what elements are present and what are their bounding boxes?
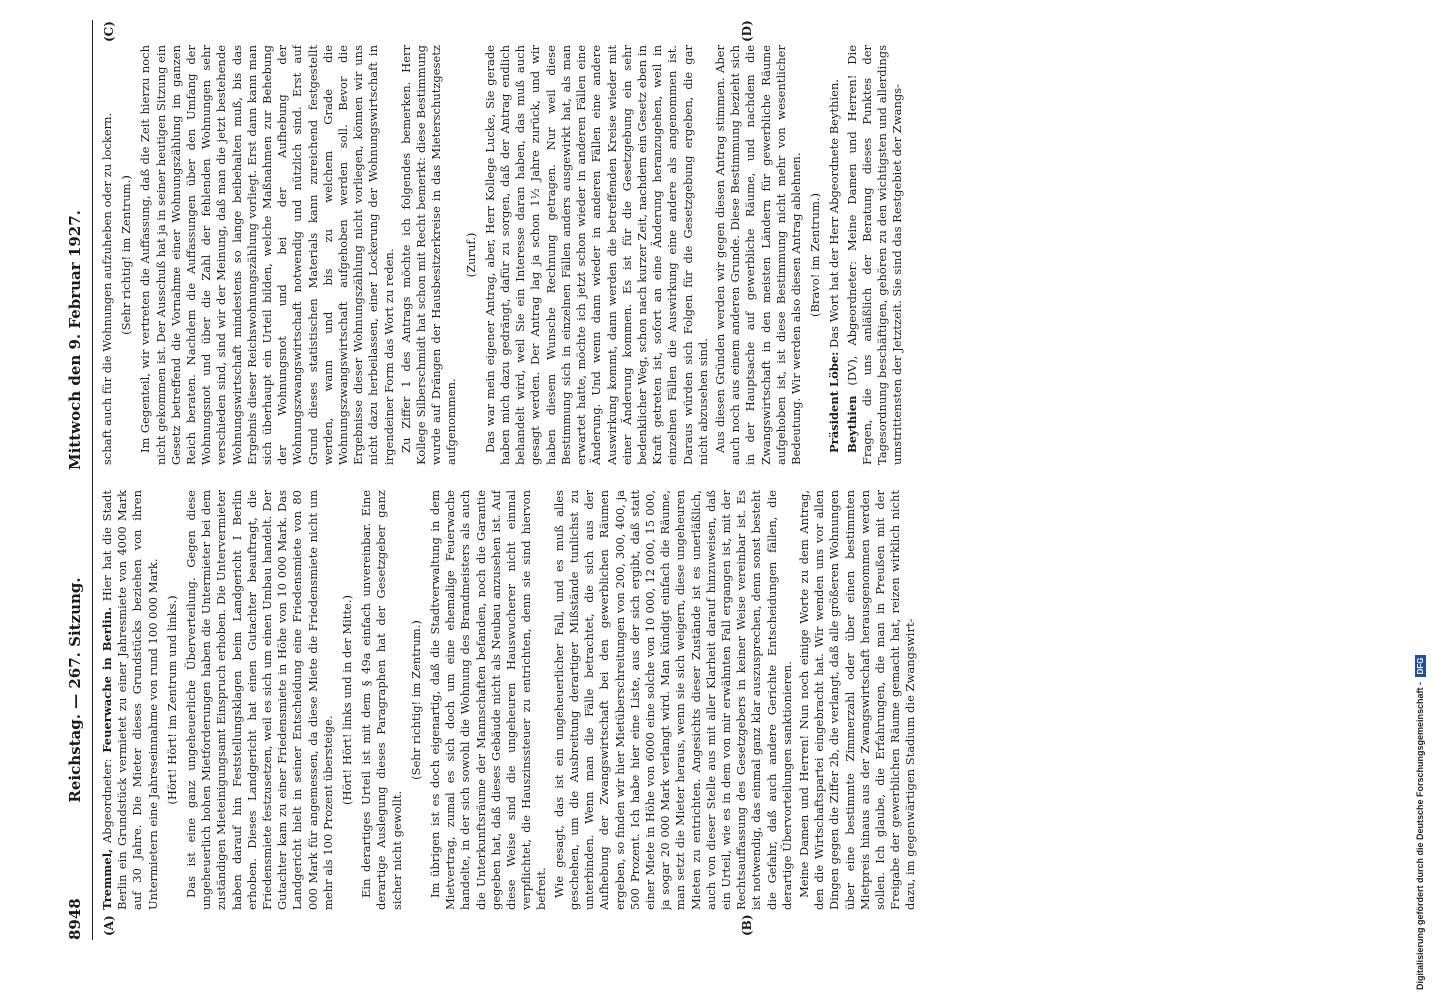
rotated-page bbox=[60, 20, 1400, 940]
paragraph: Aus diesen Gründen werden wir gegen diesen Antrag stimmen. Aber auch noch aus einem anderen Grunde. Diese Bestimmung bezieht sich in der Hauptsache auf gewerbliche Räume, und nachdem die Zwangswirtschaft in den meisten Ländern für gewerbliche Räume aufgehoben ist, ist diese Bestimmung nicht mehr von wesentlicher Bedeutung. Wir werden also diesen Antrag ablehnen. bbox=[712, 45, 803, 465]
speaker-party: (DV), bbox=[844, 355, 859, 386]
paragraph: Wie gesagt, das ist ein ungeheuerlicher Fall, und es muß alles geschehen, um die Ausbreitung derartiger Mißstände tunlichst zu unterbinden. Wenn man die Fälle betrachtet, die sich aus der Aufhebung der Zwangswirtschaft bei den gewerblichen Räumen ergeben, so finden wir hier Mietüberschreitungen von 200, 300, 400, ja 500 Prozent. Ich habe hier eine Liste, aus der sich ergibt, daß statt einer Miete in Höhe von 6000 eine solche von 10 000, 12 000, 15 000, ja sogar 20 000 Mark verlangt wird. Man kündigt einfach die Räume, man setzt die Mieter heraus, wenn sie sich weigern, diese ungeheuren Mieten zu entrichten. Angesichts dieser Zustände ist es unerläßlich, auch von dieser Stelle aus mit aller Klarheit darauf hinzuweisen, daß ein Urteil, wie es in dem von mir erwähnten Fall ergangen ist, mit der Rechtsauffassung des Gesetzgebers in keiner Weise vereinbar ist. Es ist notwendig, das einmal ganz klar auszusprechen, denn sonst besteht die Gefahr, daß auch andere Gerichte Entscheidungen fällen, die derartige Übervorteilungen sanktionieren. bbox=[551, 490, 794, 910]
paragraph: Ein derartiges Urteil ist mit dem § 49a einfach unvereinbar. Eine derartige Auslegung dieses Paragraphen hat der Gesetzgeber ganz sicher nicht gewollt. bbox=[359, 490, 404, 910]
president-name: Präsident Löbe: bbox=[827, 351, 842, 453]
margin-marker-c: (C) bbox=[102, 21, 116, 42]
paragraph: Meine Damen und Herren! Nun noch einige Worte zu dem Antrag, den die Wirtschaftspartei eingebracht hat. Wir wenden uns vor allen Dingen gegen die Ziffer 2b, die verlangt, daß alle größeren Wohnungen über eine bestimmte Zimmerzahl oder über einen bestimmten Mietpreis hinaus aus der Zwangswirtschaft herausgenommen werden sollen. Ich glaube, die Erfahrungen, die man in Preußen mit der Freigabe der gewerblichen Räume gemacht hat, reizen wirklich nicht dazu, im gegenwärtigen Stadium die Zwangswirt- bbox=[796, 490, 918, 910]
funding-text: Digitalisierung gefördert durch die Deutsche Forschungsgemeinschaft - bbox=[1415, 681, 1425, 990]
paragraph-text: Hier hat die Stadt Berlin ein Grundstück vermietet zu einer Jahresmiete von 4000 Mark auf 30 Jahre. Die Mieter dieses Grundstücks beziehen von ihren Untermietern eine Jahreseinnahme von rund 100 000 Mark. bbox=[100, 490, 160, 910]
paragraph: Zu Ziffer 1 des Antrags möchte ich folgendes bemerken. Herr Kollege Silberschmidt hat schon mit Recht bemerkt: diese Bestimmung wurde auf Drängen der Hausbesitzerkreise in das Mieterschutzgesetz aufgenommen. bbox=[398, 45, 459, 465]
paragraph: schaft auch für die Wohnungen aufzuheben oder zu lockern. bbox=[100, 112, 114, 465]
paragraph: Im übrigen ist es doch eigenartig, daß die Stadtverwaltung in dem Mietvertrag, zumal es sich doch um eine ehemalige Feuerwache handelte, in der sich sowohl die Wohnung des Brandmeisters als auch die Unterkunftsräume der Mannschaften befanden, noch die Garantie gegeben hat, daß dieses Gebäude nicht als Neubau anzusehen ist. Auf diese Weise sind die ungeheuren Hauswucherer nicht einmal verpflichtet, die Hauszinssteuer zu entrichten, denn sie sind hiervon befreit. bbox=[428, 490, 549, 910]
paragraph bbox=[827, 45, 842, 465]
paragraph: Im Gegenteil, wir vertreten die Auffassung, daß die Zeit hierzu noch nicht gekommen ist. Der Ausschuß hat ja in seiner heutigen Sitzung ein Gesetz betreffend die Vornahme einer Wohnungszählung im ganzen Reich beraten. Nachdem die Auffassungen über den Umfang der Wohnungsnot und über die Zahl der fehlenden Wohnungen sehr verschieden sind, sind wir der Meinung, daß man die jetzt bestehende Wohnungswirtschaft mindestens so lange beibehalten muß, bis das Ergebnis dieser Reichswohnungszählung vorliegt. Erst dann kann man sich überhaupt ein Urteil bilden, welche Maßnahmen zur Behebung der Wohnungsnot und bei der Aufhebung der Wohnungszwangswirtschaft notwendig und nützlich sind. Erst auf Grund dieses statistischen Materials kann zureichend festgestellt werden, wann und bis zu welchem Grade die Wohnungszwangswirtschaft aufgehoben werden soll. Bevor die Ergebnisse dieser Wohnungszählung nicht vorliegen, können wir uns nicht dazu herbeilassen, einer Lockerung der Wohnungswirtschaft in irgendeiner Form das Wort zu reden. bbox=[138, 45, 396, 465]
interjection: (Bravo! im Zentrum.) bbox=[808, 193, 823, 318]
speaker-role: Abgeordneter: bbox=[100, 758, 114, 844]
margin-marker-a: (A) bbox=[102, 915, 116, 936]
interjection: (Hört! Hört! links und in der Mitte.) bbox=[340, 595, 355, 806]
header-rule bbox=[92, 20, 93, 940]
paragraph-text: Das Wort hat der Herr Abgeordnete Beythien. bbox=[827, 78, 842, 348]
speaker-name: Tremmel, bbox=[100, 848, 114, 910]
margin-marker-d: (D) bbox=[740, 20, 754, 42]
paragraph: Das war mein eigener Antrag, aber, Herr Kollege Lucke, Sie gerade haben mich dazu gedrängt, dafür zu sorgen, daß der Antrag endlich behandelt wird, weil Sie ein Interesse daran haben, das muß auch gesagt werden. Der Antrag lag ja schon 1½ Jahre zurück, und wir haben diesem Wunsche Rechnung getragen. Nur weil diese Bestimmung sich in einzelnen Fällen anders ausgewirkt hat, als man erwartet hatte, möchte ich jetzt schon wieder in anderen Fällen eine Änderung. Und wenn dann wieder in anderen Fällen eine andere Auswirkung kommt, dann werden die betreffenden Kreise wieder mit einer Änderung kommen. Es ist für die Gesetzgebung ein sehr bedenklicher Weg, schon nach kurzer Zeit, nachdem ein Gesetz eben in Kraft getreten ist, sofort an eine Änderung heranzugehen, weil in einzelnen Fällen die Auswirkung eine andere als angenommen ist. Daraus würden sich Folgen für die Gesetzgebung ergeben, die gar nicht abzusehen sind. bbox=[482, 45, 710, 465]
paragraph bbox=[845, 45, 906, 465]
paragraph bbox=[100, 490, 161, 910]
interjection: (Sehr richtig! im Zentrum.) bbox=[119, 175, 134, 335]
paragraph-lead: Feuerwache in Berlin. bbox=[100, 607, 114, 753]
header-session-title: Reichstag. — 267. Sitzung. bbox=[66, 577, 84, 803]
speaker-name: Beythien bbox=[844, 395, 859, 453]
margin-marker-b: (B) bbox=[740, 914, 754, 936]
interjection: (Sehr richtig! im Zentrum.) bbox=[408, 620, 423, 780]
interjection: (Zuruf.) bbox=[463, 232, 478, 278]
dfg-logo-badge: DFG bbox=[1415, 655, 1426, 678]
interjection: (Hört! Hört! im Zentrum und links.) bbox=[164, 595, 179, 805]
paragraph: Das ist eine ganz ungeheuerliche Überverteilung. Gegen diese ungeheuerlich hohen Mietforderungen haben die Untermieter bei dem zuständigen Mieteinigungsamt Einspruch erhoben. Die Untervermieter haben darauf hin Feststellungsklagen beim Landgericht I Berlin erhoben. Dieses Landgericht hat einen Gutachter beauftragt, die Friedensmiete festzusetzen, weil es sich um einen Umbau handelt. Der Gutachter kam zu einer Friedensmiete in Höhe von 10 000 Mark. Das Landgericht hielt in seiner Entscheidung eine Friedensmiete von 80 000 Mark für angemessen, da diese Miete die Friedensmiete nicht um mehr als 100 Prozent übersteige. bbox=[184, 490, 335, 910]
text-column-left bbox=[100, 490, 1390, 910]
funding-notice bbox=[1415, 10, 1426, 990]
text-column-right bbox=[100, 45, 1390, 465]
header-date: Mittwoch den 9. Februar 1927. bbox=[66, 210, 84, 470]
page-header bbox=[60, 20, 90, 940]
paragraph-text: Abgeordneter: Meine Damen und Herren! Die Fragen, die uns anläßlich der Beratung dieses Punktes der Tagesordnung beschäftigen, gehören zu den wichtigsten und allerdings umstrittensten der Jetztzeit. Sie sind das Restgebiet der Zwangs- bbox=[844, 45, 905, 465]
page-number: 8948 bbox=[66, 898, 84, 940]
